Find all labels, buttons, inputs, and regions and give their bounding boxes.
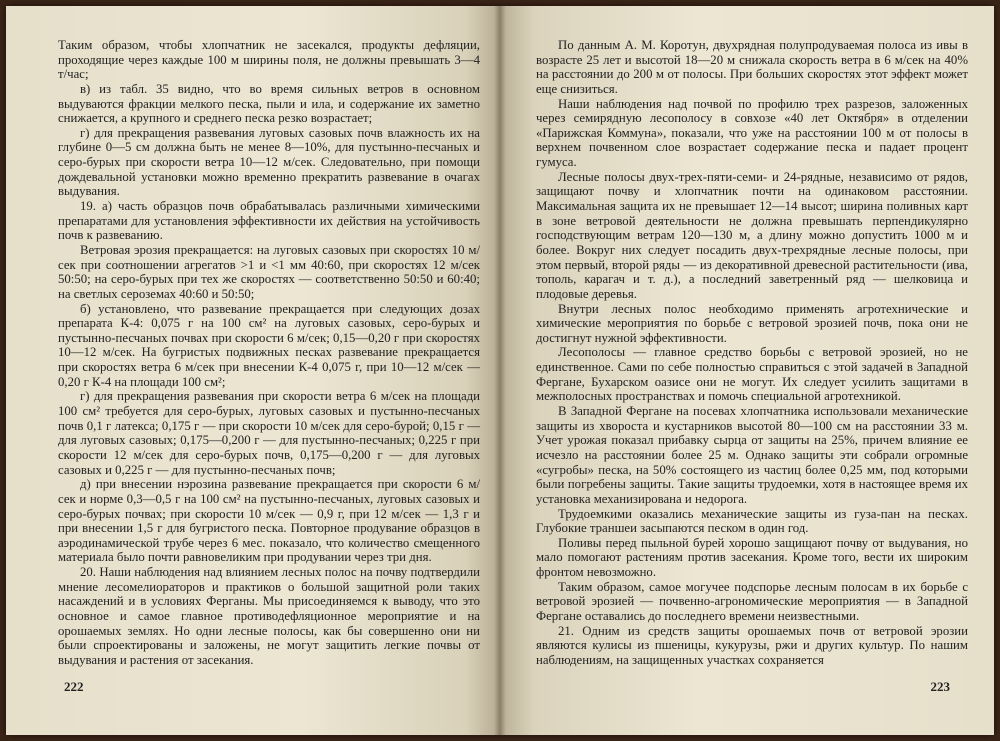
paragraph: 20. Наши наблюдения над влиянием лесных полос на почву подтвердили мнение лесомелиораторов и практиков о большой защитной роли таких насаждений и в условиях Ферганы. Мы присоединяемся к выводу, что это основное и самое главное противодефляционное мероприятие и на орошаемых землях. Но одни лесные полосы, как бы совершенно они ни были спроектированы и заложены, не могут защитить легкие почвы от выдувания и растения от засекания. bbox=[58, 565, 480, 667]
book-gutter bbox=[494, 6, 506, 735]
left-page-text bbox=[58, 38, 480, 668]
paragraph: 21. Одним из средств защиты орошаемых почв от ветровой эрозии являются кулисы из пшеницы, кукурузы, ржи и других культур. По нашим наблюдениям, на защищенных участках сохраняется bbox=[536, 623, 968, 667]
paragraph: Поливы перед пыльной бурей хорошо защищают почву от выдувания, но мало помогают растениям против засекания. Кроме того, вести их широким фронтом невозможно. bbox=[536, 535, 968, 580]
paragraph: 19. а) часть образцов почв обрабатывалась различными химическими препаратами для установления эффективности их действия на устойчивость почв к развеванию. bbox=[58, 199, 480, 243]
paragraph: Лесополосы — главное средство борьбы с ветровой эрозией, но не единственное. Сами по себе полностью справиться с этой задачей в Западной Фергане, Бухарском оазисе они не могут. Их следует усилить защитами в межполосных пространствах и помочь специальной агротехникой. bbox=[536, 345, 968, 404]
paragraph: в) из табл. 35 видно, что во время сильных ветров в основном выдуваются фракции мелкого песка, пыли и ила, и содержание их заметно снижается, а крупного и среднего песка резко возрастает; bbox=[58, 81, 480, 126]
paragraph: Лесные полосы двух-трех-пяти-семи- и 24-рядные, независимо от рядов, защищают почву и хлопчатник почти на одинаковом расстоянии. Максимальная защита их не превышает 12—14 высот; ширина поливных карт в зоне ветровой деятельности не должна превышать перпендикулярно господствующим ветрам 120—130 м, а длину можно допустить 1000 м и более. Вокруг них следует посадить двух-трехрядные лесные полосы, при этом первый, второй ряды — из декоративной древесной растительности (ива, тополь, карагач и т. д.), а последний заветренный ряд — шелковица и плодовые деревья. bbox=[536, 169, 968, 301]
paragraph: В Западной Фергане на посевах хлопчатника использовали механические защиты из хвороста и кустарников высотой 80—100 см на расстоянии 33 м. Учет урожая показал прибавку сырца от защиты на 25%, причем влияние ее исчезло на расстоянии более 25 м. Однако защиты эти собрали огромные «сугробы» песка, на 50% состоящего из частиц более 0,25 мм, под которыми были погребены защиты. Такие защиты трудоемки, хотя в настоящее время их установка механизирована и недорога. bbox=[536, 404, 968, 506]
paragraph: д) при внесении нэрозина развевание прекращается при скорости 6 м/сек и норме 0,3—0,5 г на 100 см² на пустынно-песчаных, луговых сазовых и серо-бурых почвах; при скорости 10 м/сек — 0,9 г, при 12 м/сек — 1,3 г и при внесении 1,5 г для бугристого песка. Повторное продувание образцов в аэродинамической трубе через 6 мес. показало, что количество смещенного материала было почти равновеликим при продувании через три дня. bbox=[58, 477, 480, 565]
paragraph: г) для прекращения развевания при скорости ветра 6 м/сек на площади 100 см² требуется для серо-бурых, луговых сазовых и пустынно-песчаных почв 0,1 г латекса; 0,175 г — при скорости 10 м/сек для серо-бурой; 0,15 г — для луговых сазовых; 0,175—0,200 г — для пустынно-песчаных; 0,225 г при скорости 12 м/сек для серо-бурых почв, 0,175—0,200 г — для луговых сазовых и 0,225 г — для пустынно-песчаных почв; bbox=[58, 389, 480, 477]
paragraph: Таким образом, чтобы хлопчатник не засекался, продукты дефляции, проходящие через каждые 100 м ширины поля, не должны превышать 3—4 т/час; bbox=[58, 38, 480, 82]
book-spread bbox=[6, 6, 994, 735]
paragraph: Наши наблюдения над почвой по профилю трех разрезов, заложенных через семирядную лесополосу в совхозе «40 лет Октября» в отделении «Парижская Коммуна», показали, что уже на расстоянии 100 м от полосы в верхнем почвенном слое возрастает содержание песка и падает процент гумуса. bbox=[536, 96, 968, 170]
paragraph: По данным А. М. Коротун, двухрядная полупродуваемая полоса из ивы в возрасте 25 лет и высотой 18—20 м снижала скорость ветра в 6 м/сек на 40% на расстоянии до 200 м от полосы. При больших скоростях этот эффект может еще снизиться. bbox=[536, 38, 968, 96]
left-page bbox=[6, 6, 500, 735]
right-page bbox=[500, 6, 994, 735]
paragraph: Таким образом, самое могучее подспорье лесным полосам в их борьбе с ветровой эрозией — почвенно-агрономические мероприятия — в Западной Фергане оставались до последнего времени неизвестными. bbox=[536, 579, 968, 623]
paragraph: Внутри лесных полос необходимо применять агротехнические и химические мероприятия по борьбе с ветровой эрозией почв, пока они не достигнут нужной эффективности. bbox=[536, 301, 968, 345]
paragraph: Ветровая эрозия прекращается: на луговых сазовых при скоростях 10 м/сек при соотношении агрегатов >1 и <1 мм 40:60, при скоростях 12 м/сек 50:50; на серо-бурых при тех же скоростях — соответственно 50:50 и 60:40; на светлых сероземах 40:60 и 50:50; bbox=[58, 242, 480, 301]
paragraph: г) для прекращения развевания луговых сазовых почв влажность их на глубине 0—5 см должна быть не менее 8—10%, для пустынно-песчаных и серо-бурых при скорости ветра 10—12 м/сек. Следовательно, при помощи дождевальной установки можно временно прекратить развевание в очагах выдувания. bbox=[58, 125, 480, 199]
right-page-text bbox=[536, 38, 968, 668]
paragraph: б) установлено, что развевание прекращается при следующих дозах препарата К-4: 0,075 г на 100 см² на луговых сазовых, серо-бурых и пустынно-песчаных почвах при скорости 6 м/сек; 0,15—0,20 г при скоростях 10—12 м/сек. На бугристых подвижных песках развевание прекращается при скоростях ветра 6 м/сек при внесении К-4 0,075 г, при 10—12 м/сек — 0,20 г К-4 на площади 100 см²; bbox=[58, 301, 480, 389]
page-number: 223 bbox=[930, 679, 950, 694]
paragraph: Трудоемкими оказались механические защиты из гуза-пан на песках. Глубокие траншеи засыпаются песком в один год. bbox=[536, 506, 968, 536]
page-number: 222 bbox=[64, 679, 84, 694]
